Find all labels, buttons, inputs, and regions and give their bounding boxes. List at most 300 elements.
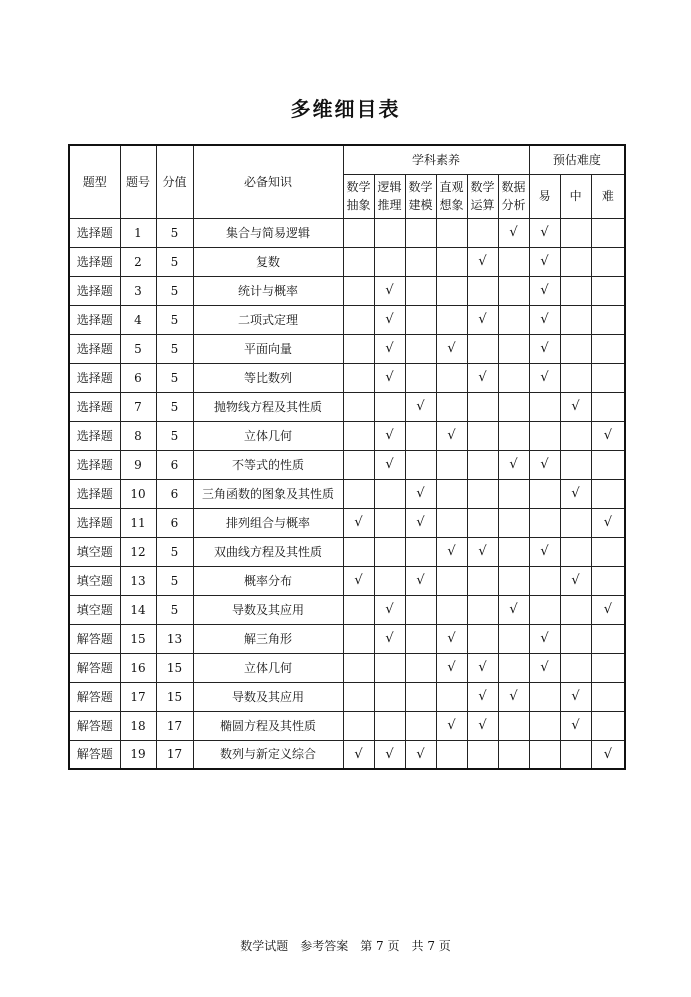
check-mark: √ (478, 718, 487, 733)
table-row (69, 334, 625, 363)
check-mark: √ (603, 746, 612, 762)
header-literacy-line: 建模 (408, 198, 433, 212)
cell-literacy-3 (436, 624, 467, 653)
cell-literacy-4 (467, 218, 498, 247)
cell-knowledge: 抛物线方程及其性质 (193, 392, 343, 421)
cell-score: 5 (156, 334, 193, 363)
cell-difficulty-2 (591, 682, 625, 711)
page-footer: 数学试题 参考答案 第 7 页 共 7 页 (240, 939, 451, 953)
cell-literacy-5 (498, 218, 529, 247)
cell-literacy-3 (436, 595, 467, 624)
cell-knowledge: 二项式定理 (193, 305, 343, 334)
cell-type: 填空题 (69, 537, 120, 566)
cell-literacy-0 (343, 566, 374, 595)
cell-literacy-2 (405, 247, 436, 276)
cell-difficulty-1 (560, 392, 591, 421)
cell-difficulty-2 (591, 218, 625, 247)
check-mark: √ (416, 486, 425, 501)
check-mark: √ (478, 689, 487, 704)
check-mark: √ (478, 370, 487, 385)
cell-literacy-5 (498, 479, 529, 508)
cell-type: 选择题 (69, 421, 120, 450)
cell-literacy-4 (467, 421, 498, 450)
cell-literacy-5 (498, 624, 529, 653)
cell-literacy-1 (374, 653, 405, 682)
cell-literacy-1 (374, 247, 405, 276)
cell-literacy-4 (467, 740, 498, 769)
cell-literacy-5 (498, 305, 529, 334)
cell-literacy-1 (374, 218, 405, 247)
cell-difficulty-1 (560, 682, 591, 711)
cell-literacy-5 (498, 740, 529, 769)
table-row (69, 537, 625, 566)
cell-difficulty-2 (591, 305, 625, 334)
check-mark: √ (603, 428, 612, 443)
cell-score: 5 (156, 392, 193, 421)
cell-difficulty-1 (560, 276, 591, 305)
table-row (69, 218, 625, 247)
cell-literacy-5 (498, 421, 529, 450)
check-mark: √ (416, 746, 425, 762)
cell-score: 6 (156, 508, 193, 537)
cell-difficulty-1 (560, 421, 591, 450)
header-literacy-line: 分析 (501, 198, 526, 212)
cell-difficulty-0 (529, 566, 560, 595)
cell-type: 选择题 (69, 334, 120, 363)
header-literacy-line: 逻辑 (377, 180, 402, 194)
cell-knowledge: 统计与概率 (193, 276, 343, 305)
cell-type: 解答题 (69, 740, 120, 769)
check-mark: √ (571, 573, 580, 588)
header-literacy-0 (343, 174, 374, 218)
cell-literacy-3 (436, 450, 467, 479)
cell-literacy-0 (343, 218, 374, 247)
check-mark: √ (478, 660, 487, 675)
cell-literacy-3 (436, 305, 467, 334)
cell-number: 6 (120, 363, 156, 392)
table-row (69, 450, 625, 479)
check-mark: √ (385, 341, 394, 356)
header-literacy-line: 推理 (377, 198, 402, 212)
cell-difficulty-2 (591, 624, 625, 653)
header-difficulty-1: 中 (560, 174, 591, 218)
cell-difficulty-0 (529, 711, 560, 740)
cell-literacy-2 (405, 450, 436, 479)
cell-number: 17 (120, 682, 156, 711)
cell-difficulty-2 (591, 537, 625, 566)
cell-difficulty-1 (560, 363, 591, 392)
table-row (69, 566, 625, 595)
cell-literacy-1 (374, 624, 405, 653)
cell-score: 5 (156, 363, 193, 392)
cell-difficulty-0 (529, 247, 560, 276)
cell-number: 5 (120, 334, 156, 363)
cell-number: 9 (120, 450, 156, 479)
specification-table (68, 144, 626, 770)
cell-literacy-4 (467, 682, 498, 711)
cell-difficulty-0 (529, 653, 560, 682)
header-literacy-2 (405, 174, 436, 218)
cell-literacy-4 (467, 508, 498, 537)
check-mark: √ (540, 370, 549, 385)
cell-literacy-5 (498, 334, 529, 363)
cell-knowledge: 集合与简易逻辑 (193, 218, 343, 247)
cell-difficulty-1 (560, 450, 591, 479)
cell-difficulty-2 (591, 421, 625, 450)
header-type: 题型 (69, 145, 120, 218)
table-row (69, 653, 625, 682)
cell-literacy-0 (343, 392, 374, 421)
cell-difficulty-2 (591, 276, 625, 305)
cell-literacy-3 (436, 711, 467, 740)
cell-difficulty-0 (529, 450, 560, 479)
cell-literacy-5 (498, 392, 529, 421)
header-literacy-line: 数学 (470, 180, 495, 194)
cell-literacy-1 (374, 508, 405, 537)
cell-literacy-2 (405, 682, 436, 711)
cell-difficulty-1 (560, 508, 591, 537)
check-mark: √ (540, 457, 549, 472)
cell-literacy-5 (498, 595, 529, 624)
cell-difficulty-1 (560, 624, 591, 653)
cell-number: 8 (120, 421, 156, 450)
cell-difficulty-2 (591, 247, 625, 276)
check-mark: √ (447, 428, 456, 443)
cell-knowledge: 椭圆方程及其性质 (193, 711, 343, 740)
check-mark: √ (603, 515, 612, 530)
cell-literacy-3 (436, 276, 467, 305)
check-mark: √ (416, 399, 425, 414)
cell-literacy-4 (467, 624, 498, 653)
cell-knowledge: 立体几何 (193, 653, 343, 682)
cell-type: 选择题 (69, 276, 120, 305)
cell-score: 5 (156, 218, 193, 247)
cell-literacy-0 (343, 537, 374, 566)
cell-literacy-1 (374, 334, 405, 363)
cell-literacy-2 (405, 595, 436, 624)
cell-number: 19 (120, 740, 156, 769)
check-mark: √ (385, 312, 394, 327)
check-mark: √ (354, 515, 363, 530)
cell-literacy-1 (374, 392, 405, 421)
cell-difficulty-1 (560, 740, 591, 769)
check-mark: √ (478, 312, 487, 327)
cell-difficulty-1 (560, 334, 591, 363)
cell-literacy-5 (498, 682, 529, 711)
cell-literacy-0 (343, 479, 374, 508)
cell-literacy-3 (436, 653, 467, 682)
cell-literacy-5 (498, 537, 529, 566)
cell-difficulty-1 (560, 595, 591, 624)
cell-type: 选择题 (69, 247, 120, 276)
cell-literacy-4 (467, 392, 498, 421)
header-difficulty-group: 预估难度 (529, 145, 625, 174)
check-mark: √ (447, 341, 456, 356)
cell-score: 5 (156, 305, 193, 334)
table-row (69, 595, 625, 624)
cell-score: 17 (156, 740, 193, 769)
cell-literacy-1 (374, 682, 405, 711)
table-row (69, 682, 625, 711)
check-mark: √ (385, 631, 394, 646)
cell-literacy-3 (436, 479, 467, 508)
header-difficulty-2: 难 (591, 174, 625, 218)
check-mark: √ (603, 602, 612, 617)
cell-knowledge: 导数及其应用 (193, 595, 343, 624)
cell-difficulty-2 (591, 711, 625, 740)
cell-score: 5 (156, 276, 193, 305)
check-mark: √ (385, 746, 394, 762)
cell-knowledge: 导数及其应用 (193, 682, 343, 711)
cell-type: 解答题 (69, 624, 120, 653)
cell-literacy-2 (405, 479, 436, 508)
cell-number: 16 (120, 653, 156, 682)
cell-literacy-0 (343, 363, 374, 392)
cell-score: 5 (156, 566, 193, 595)
cell-knowledge: 不等式的性质 (193, 450, 343, 479)
cell-literacy-1 (374, 421, 405, 450)
cell-literacy-4 (467, 334, 498, 363)
cell-knowledge: 复数 (193, 247, 343, 276)
cell-score: 6 (156, 479, 193, 508)
cell-literacy-0 (343, 653, 374, 682)
cell-knowledge: 解三角形 (193, 624, 343, 653)
table-row (69, 247, 625, 276)
check-mark: √ (385, 428, 394, 443)
header-number: 题号 (120, 145, 156, 218)
cell-difficulty-0 (529, 392, 560, 421)
cell-literacy-3 (436, 334, 467, 363)
cell-difficulty-0 (529, 479, 560, 508)
cell-difficulty-0 (529, 595, 560, 624)
check-mark: √ (540, 283, 549, 298)
cell-literacy-2 (405, 392, 436, 421)
cell-score: 15 (156, 682, 193, 711)
header-knowledge: 必备知识 (193, 145, 343, 218)
cell-literacy-2 (405, 711, 436, 740)
cell-number: 15 (120, 624, 156, 653)
cell-difficulty-1 (560, 653, 591, 682)
cell-difficulty-0 (529, 682, 560, 711)
cell-type: 填空题 (69, 595, 120, 624)
table-row (69, 740, 625, 769)
check-mark: √ (354, 573, 363, 588)
header-literacy-1 (374, 174, 405, 218)
cell-difficulty-0 (529, 740, 560, 769)
cell-literacy-0 (343, 740, 374, 769)
cell-literacy-5 (498, 363, 529, 392)
cell-score: 5 (156, 537, 193, 566)
cell-literacy-4 (467, 247, 498, 276)
cell-literacy-2 (405, 566, 436, 595)
cell-literacy-5 (498, 653, 529, 682)
cell-number: 2 (120, 247, 156, 276)
cell-literacy-4 (467, 653, 498, 682)
cell-difficulty-0 (529, 305, 560, 334)
cell-literacy-4 (467, 450, 498, 479)
table-row (69, 421, 625, 450)
cell-difficulty-0 (529, 537, 560, 566)
cell-literacy-4 (467, 479, 498, 508)
cell-difficulty-2 (591, 595, 625, 624)
cell-literacy-2 (405, 276, 436, 305)
header-literacy-group: 学科素养 (343, 145, 529, 174)
cell-difficulty-2 (591, 450, 625, 479)
check-mark: √ (478, 544, 487, 559)
check-mark: √ (540, 341, 549, 356)
cell-score: 5 (156, 595, 193, 624)
cell-difficulty-0 (529, 334, 560, 363)
cell-literacy-1 (374, 566, 405, 595)
cell-literacy-5 (498, 508, 529, 537)
cell-knowledge: 双曲线方程及其性质 (193, 537, 343, 566)
cell-type: 选择题 (69, 392, 120, 421)
table-row (69, 508, 625, 537)
cell-literacy-3 (436, 247, 467, 276)
cell-difficulty-2 (591, 653, 625, 682)
cell-type: 选择题 (69, 218, 120, 247)
cell-literacy-0 (343, 276, 374, 305)
table-row (69, 392, 625, 421)
check-mark: √ (571, 689, 580, 704)
cell-type: 选择题 (69, 450, 120, 479)
cell-knowledge: 概率分布 (193, 566, 343, 595)
table-row (69, 305, 625, 334)
cell-literacy-0 (343, 682, 374, 711)
cell-literacy-3 (436, 508, 467, 537)
cell-difficulty-1 (560, 218, 591, 247)
cell-type: 解答题 (69, 711, 120, 740)
header-literacy-line: 数学 (408, 180, 433, 194)
check-mark: √ (540, 312, 549, 327)
header-literacy-line: 数据 (501, 180, 526, 194)
cell-difficulty-0 (529, 276, 560, 305)
cell-score: 5 (156, 421, 193, 450)
header-literacy-line: 抽象 (346, 198, 371, 212)
cell-literacy-2 (405, 334, 436, 363)
check-mark: √ (447, 544, 456, 559)
table-row (69, 711, 625, 740)
header-literacy-line: 数学 (346, 180, 371, 194)
cell-literacy-4 (467, 537, 498, 566)
cell-number: 1 (120, 218, 156, 247)
cell-knowledge: 立体几何 (193, 421, 343, 450)
cell-difficulty-2 (591, 363, 625, 392)
cell-difficulty-1 (560, 305, 591, 334)
cell-difficulty-2 (591, 479, 625, 508)
cell-difficulty-2 (591, 334, 625, 363)
check-mark: √ (416, 573, 425, 588)
cell-difficulty-2 (591, 508, 625, 537)
cell-literacy-1 (374, 450, 405, 479)
cell-score: 6 (156, 450, 193, 479)
cell-literacy-3 (436, 566, 467, 595)
cell-difficulty-2 (591, 740, 625, 769)
cell-literacy-2 (405, 624, 436, 653)
cell-literacy-1 (374, 479, 405, 508)
cell-difficulty-1 (560, 566, 591, 595)
cell-literacy-2 (405, 508, 436, 537)
cell-literacy-0 (343, 595, 374, 624)
cell-literacy-3 (436, 740, 467, 769)
cell-literacy-1 (374, 537, 405, 566)
cell-literacy-4 (467, 595, 498, 624)
cell-literacy-1 (374, 276, 405, 305)
cell-type: 填空题 (69, 566, 120, 595)
cell-number: 4 (120, 305, 156, 334)
cell-difficulty-0 (529, 363, 560, 392)
check-mark: √ (478, 254, 487, 269)
cell-literacy-5 (498, 247, 529, 276)
cell-type: 选择题 (69, 305, 120, 334)
check-mark: √ (416, 515, 425, 530)
check-mark: √ (385, 602, 394, 617)
header-literacy-line: 直观 (439, 180, 464, 194)
table-row (69, 276, 625, 305)
cell-number: 7 (120, 392, 156, 421)
cell-difficulty-1 (560, 247, 591, 276)
cell-type: 选择题 (69, 479, 120, 508)
cell-literacy-0 (343, 711, 374, 740)
cell-literacy-1 (374, 363, 405, 392)
cell-literacy-0 (343, 421, 374, 450)
check-mark: √ (571, 399, 580, 414)
cell-difficulty-0 (529, 218, 560, 247)
check-mark: √ (509, 457, 518, 472)
check-mark: √ (540, 254, 549, 269)
cell-literacy-3 (436, 363, 467, 392)
check-mark: √ (509, 602, 518, 617)
cell-literacy-0 (343, 305, 374, 334)
cell-score: 5 (156, 247, 193, 276)
cell-literacy-5 (498, 566, 529, 595)
header-difficulty-0: 易 (529, 174, 560, 218)
cell-literacy-3 (436, 218, 467, 247)
cell-literacy-0 (343, 450, 374, 479)
cell-type: 选择题 (69, 508, 120, 537)
cell-literacy-1 (374, 305, 405, 334)
check-mark: √ (571, 486, 580, 501)
cell-difficulty-0 (529, 624, 560, 653)
check-mark: √ (540, 225, 549, 240)
cell-literacy-2 (405, 653, 436, 682)
cell-difficulty-2 (591, 392, 625, 421)
check-mark: √ (540, 544, 549, 559)
cell-difficulty-1 (560, 479, 591, 508)
cell-literacy-5 (498, 711, 529, 740)
cell-literacy-3 (436, 682, 467, 711)
cell-literacy-2 (405, 537, 436, 566)
cell-literacy-0 (343, 247, 374, 276)
header-literacy-line: 运算 (470, 198, 495, 212)
cell-literacy-0 (343, 508, 374, 537)
cell-literacy-4 (467, 363, 498, 392)
cell-number: 14 (120, 595, 156, 624)
cell-number: 10 (120, 479, 156, 508)
cell-difficulty-1 (560, 537, 591, 566)
check-mark: √ (447, 660, 456, 675)
cell-literacy-5 (498, 450, 529, 479)
cell-difficulty-1 (560, 711, 591, 740)
check-mark: √ (509, 225, 518, 240)
table-row (69, 479, 625, 508)
cell-literacy-1 (374, 740, 405, 769)
cell-knowledge: 三角函数的图象及其性质 (193, 479, 343, 508)
cell-literacy-4 (467, 711, 498, 740)
cell-literacy-4 (467, 276, 498, 305)
cell-literacy-4 (467, 305, 498, 334)
cell-knowledge: 平面向量 (193, 334, 343, 363)
